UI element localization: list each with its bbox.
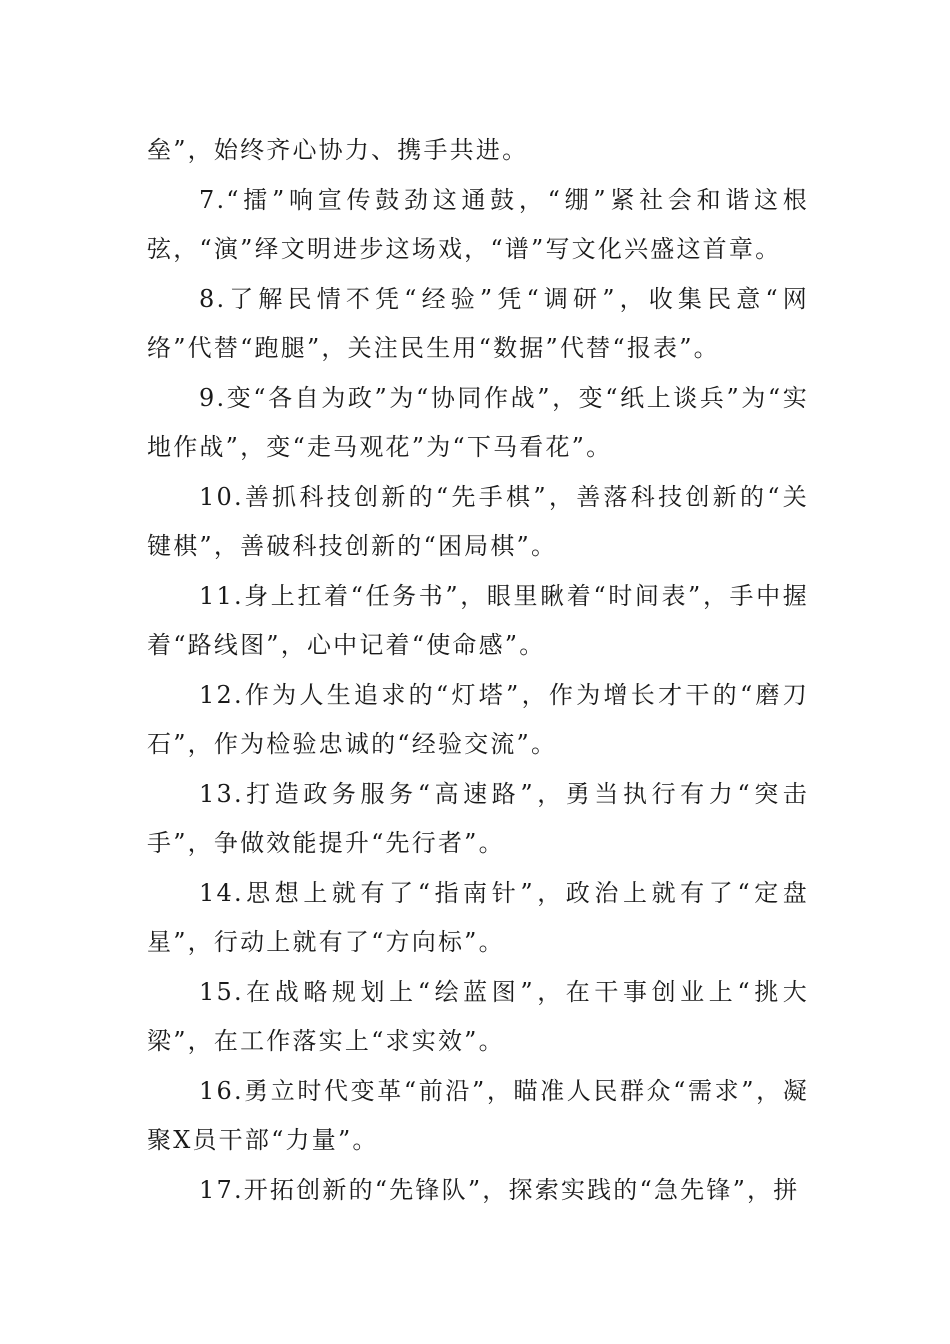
paragraph-item-15: 15.在战略规划上“绘蓝图”，在干事创业上“挑大梁”，在工作落实上“求实效”。 xyxy=(147,977,809,1055)
paragraph-item-11: 11.身上扛着“任务书”，眼里瞅着“时间表”，手中握着“路线图”，心中记着“使命感”。 xyxy=(147,581,809,659)
paragraph-item-12: 12.作为人生追求的“灯塔”，作为增长才干的“磨刀石”，作为检验忠诚的“经验交流”。 xyxy=(147,680,809,758)
document-body xyxy=(147,126,809,1215)
paragraph-continuation: 垒”，始终齐心协力、携手共进。 xyxy=(147,136,529,164)
paragraph-item-7: 7.“擂”响宣传鼓劲这通鼓，“绷”紧社会和谐这根弦，“演”绎文明进步这场戏，“谱”写文化兴盛这首章。 xyxy=(147,185,809,263)
paragraph-item-17: 17.开拓创新的“先锋队”，探索实践的“急先锋”，拼 xyxy=(199,1175,800,1204)
paragraph-item-8: 8.了解民情不凭“经验”凭“调研”，收集民意“网络”代替“跑腿”，关注民生用“数据”代替“报表”。 xyxy=(147,284,809,362)
paragraph-item-10: 10.善抓科技创新的“先手棋”，善落科技创新的“关键棋”，善破科技创新的“困局棋”。 xyxy=(147,482,809,560)
paragraph-item-9: 9.变“各自为政”为“协同作战”，变“纸上谈兵”为“实地作战”，变“走马观花”为“下马看花”。 xyxy=(147,383,809,461)
paragraph-item-13: 13.打造政务服务“高速路”，勇当执行有力“突击手”，争做效能提升“先行者”。 xyxy=(147,779,809,857)
paragraph-item-16: 16.勇立时代变革“前沿”，瞄准人民群众“需求”，凝聚X员干部“力量”。 xyxy=(147,1076,809,1154)
paragraph-item-14: 14.思想上就有了“指南针”，政治上就有了“定盘星”，行动上就有了“方向标”。 xyxy=(147,878,809,956)
